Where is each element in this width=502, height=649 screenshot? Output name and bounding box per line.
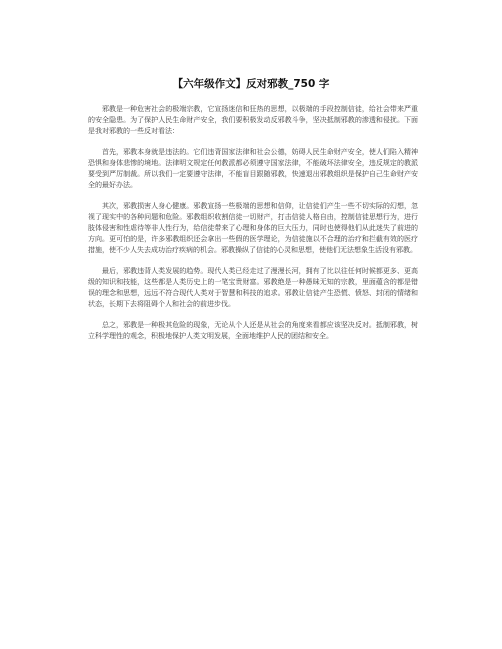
document-body — [88, 104, 418, 352]
paragraph: 其次，邪教损害人身心健康。邪教宣扬一些极端的思想和信仰，让信徒们产生一些不切实际的幻想，忽视了现实中的各种问题和危险。邪教组织收割信徒一切财产，打击信徒人格自由，控制信徒思想行为，进行肢体侵害和性虐待等非人性行为，给信徒带来了心理和身体的巨大压力，同时也使得他们从此迷失了前进的方向。更可怕的是，许多邪教组织还会拿出一些假的医学理论，为信徒施以不合理的治疗和拦截有效的医疗措施，使不少人失去成功治疗疾病的机会。邪教操纵了信徒的心灵和思想，使他们无法想象生活没有邪教。 — [88, 202, 418, 254]
paragraph: 总之，邪教是一种极其危险的现象，无论从个人还是从社会的角度来看都应该坚决反对。抵制邪教，树立科学理性的观念，积极地保护人类文明发展，全面地维护人民的团结和安全。 — [88, 321, 418, 340]
paragraph: 首先，邪教本身就是违法的。它们违背国家法律和社会公德，妨碍人民生命财产安全，使人们陷入精神恐惧和身体悲惨的境地。法律明文规定任何教派都必须遵守国家法律，不能破坏法律安全，违反规定的教派要受到严厉制裁。所以我们一定要遵守法律，不能盲目跟随邪教，快速退出邪教组织是保护自己生命财产安全的最好办法。 — [88, 148, 418, 189]
paragraph: 最后，邪教违背人类发展的趋势。现代人类已经走过了漫漫长河，拥有了比以往任何时候都更多、更高级的知识和技能，这些都是人类历史上的一笔宝贵财富。邪教绝是一种愚昧无知的宗教，里面蕴含的都是错误的理念和思想，远远不符合现代人类对于智慧和科技的追求。邪教让信徒产生恐慌、愤怒、封闭的情绪和状态，长期下去将阻碍个人和社会的前进步伐。 — [88, 267, 418, 308]
paragraph: 邪教是一种危害社会的极端宗教，它宣扬迷信和狂热的思想，以极端的手段控制信徒，给社会带来严重的安全隐患。为了保护人民生命财产安全，我们要积极发动反邪教斗争，坚决抵制邪教的渗透和侵扰。下面是我对邪教的一些反对看法： — [88, 105, 418, 135]
document-title: 【六年级作文】反对邪教_750 字 — [172, 78, 330, 90]
